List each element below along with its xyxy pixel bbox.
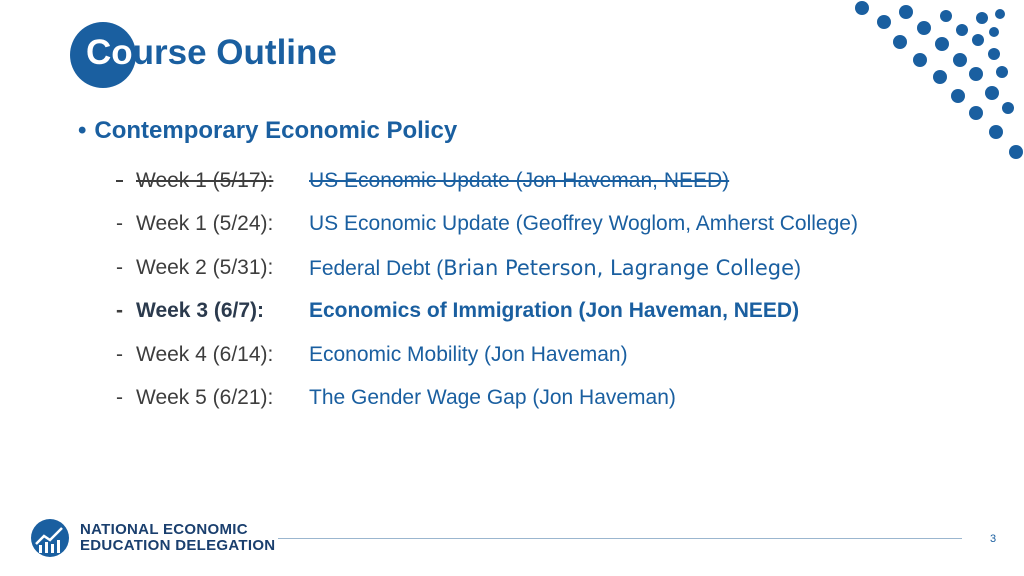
row-topic: US Economic Update (Geoffrey Woglom, Amherst College) xyxy=(309,212,858,235)
page-title xyxy=(86,33,337,73)
pattern-dot xyxy=(989,125,1003,139)
pattern-dot xyxy=(969,67,983,81)
topic-prefix: Federal Debt ( xyxy=(309,257,444,280)
pattern-dot xyxy=(877,15,891,29)
pattern-dot xyxy=(899,5,913,19)
pattern-dot xyxy=(940,10,952,22)
row-dash: - xyxy=(116,169,123,192)
decorative-dot-pattern xyxy=(840,0,1024,170)
row-topic: Economics of Immigration (Jon Haveman, NEED) xyxy=(309,299,800,322)
pattern-dot xyxy=(969,106,983,120)
topic-presenter: Brian Peterson, Lagrange College xyxy=(443,256,795,280)
row-week: Week 2 (5/31): xyxy=(136,256,274,279)
row-topic xyxy=(309,254,801,283)
bullet-marker: • xyxy=(78,117,87,144)
row-topic: Economic Mobility (Jon Haveman) xyxy=(309,343,628,366)
pattern-dot xyxy=(855,1,869,15)
title-rest: urse Outline xyxy=(132,33,337,72)
pattern-dot xyxy=(989,27,999,37)
row-dash: - xyxy=(116,256,123,279)
row-topic: US Economic Update (Jon Haveman, NEED) xyxy=(309,169,730,192)
organization-name xyxy=(80,522,275,554)
pattern-dot xyxy=(935,37,949,51)
row-week: Week 1 (5/17): xyxy=(136,169,274,192)
pattern-dot xyxy=(893,35,907,49)
need-logo-icon xyxy=(30,518,70,558)
row-dash: - xyxy=(116,343,123,366)
pattern-dot xyxy=(995,9,1005,19)
page-number: 3 xyxy=(990,533,997,545)
org-line-2: EDUCATION DELEGATION xyxy=(80,537,276,554)
pattern-dot xyxy=(976,12,988,24)
pattern-dot xyxy=(933,70,947,84)
title-lead: Co xyxy=(86,33,133,72)
topic-suffix: ) xyxy=(794,257,802,280)
pattern-dot xyxy=(988,48,1000,60)
pattern-dot xyxy=(972,34,984,46)
row-topic: The Gender Wage Gap (Jon Haveman) xyxy=(309,386,676,409)
footer-divider xyxy=(278,538,962,539)
row-week: Week 3 (6/7): xyxy=(136,299,264,322)
pattern-dot xyxy=(985,86,999,100)
pattern-dot xyxy=(917,21,931,35)
pattern-dot xyxy=(953,53,967,67)
section-heading xyxy=(78,117,457,145)
pattern-dot xyxy=(1009,145,1023,159)
pattern-dot xyxy=(996,66,1008,78)
pattern-dot xyxy=(951,89,965,103)
org-line-1: NATIONAL ECONOMIC xyxy=(80,521,248,538)
row-week: Week 4 (6/14): xyxy=(136,343,274,366)
pattern-dot xyxy=(956,24,968,36)
row-dash: - xyxy=(116,299,123,322)
pattern-dot xyxy=(913,53,927,67)
section-heading-text: Contemporary Economic Policy xyxy=(94,117,458,144)
row-dash: - xyxy=(116,386,123,409)
row-week: Week 5 (6/21): xyxy=(136,386,274,409)
row-week: Week 1 (5/24): xyxy=(136,212,274,235)
row-dash: - xyxy=(116,212,123,235)
pattern-dot xyxy=(1002,102,1014,114)
